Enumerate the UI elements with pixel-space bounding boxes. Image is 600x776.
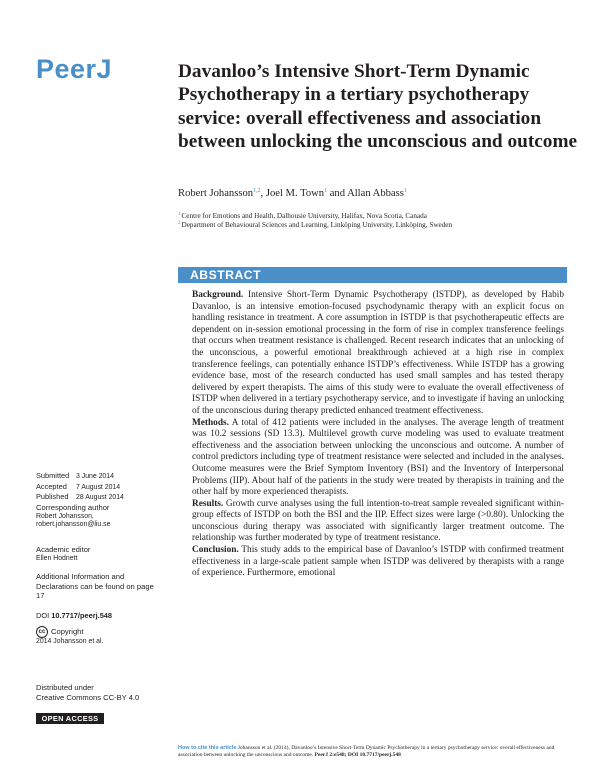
affiliation-2 (178, 219, 452, 230)
copyright-heading: Copyright (51, 627, 84, 636)
additional-info-text[interactable]: Additional Information and Declarations can be found on page 17 (36, 572, 154, 601)
date-label: Submitted (36, 471, 70, 480)
author-name[interactable]: Allan Abbass (347, 188, 404, 199)
license-link[interactable]: Creative Commons CC-BY 4.0 (36, 692, 140, 702)
howto-cite-label: How to cite this article (178, 745, 237, 751)
section-label: Methods. (192, 417, 229, 428)
citation-text: Johansson et al. (2014), Davanloo’s Intensive Short-Term Dynamic Psychotherapy in a tertiary psychotherapy service: overall effectiveness and association between unlocking the unconscious and outcome. (178, 745, 555, 759)
date-published (36, 492, 166, 503)
abstract-conclusion (192, 545, 564, 580)
affiliation-text: Department of Behavioural Sciences and Learning, Linköping University, Linköping, Sweden (181, 221, 453, 229)
license-line: Distributed under (36, 683, 94, 692)
sidebar-dates (36, 471, 166, 503)
affiliation-text: Centre for Emotions and Health, Dalhousie University, Halifax, Nova Scotia, Canada (181, 212, 427, 220)
affiliation-number: 1 (178, 212, 181, 217)
section-text: This study adds to the empirical base of Davanloo’s ISTDP with confirmed treatment effectiveness in a large-scale patient sample when ISTDP was delivered by therapists with a range of experience. Furthermore, emotional (192, 545, 564, 579)
section-label: Results. (192, 498, 224, 509)
section-text: Growth curve analyses using the full intention-to-treat sample revealed significant within-group effects of ISTDP on both the BSI and the IIP. Effect sizes were large (>0.80). Unlocking the unconscious during therapy was associated with significantly larger treatment outcome. The relationship was further moderated by type of treatment resistance. (192, 498, 565, 544)
author-list (178, 188, 407, 199)
date-submitted (36, 471, 166, 482)
copyright-text: 2014 Johansson et al. (36, 638, 104, 645)
section-text: Intensive Short-Term Dynamic Psychotherapy (ISTDP), as developed by Habib Davanloo, is an intensive emotion-focused psychodynamic therapy with an explicit focus on handling resistance in treatment. A core assumption in ISTDP is that psychotherapeutic effects are dependent on in-session emotional processing in the form of rise in complex transference feelings that occurs when treatment resistance is challenged. Recent research indicates that an unlocking of the unconscious, a powerful emotional breakthrough achieved at a high rise in complex transference feelings, can potentially enhance ISTDP’s effectiveness. While ISTDP has a growing evidence base, most of the research conducted has used small samples and has tested therapy delivered by expert therapists. The aims of this study were to evaluate the overall effectiveness of ISTDP when delivered in a tertiary psychotherapy service, and to investigate if having an unlocking of the unconscious during therapy predicted enhanced treatment effectiveness. (192, 290, 564, 416)
corresponding-name: Robert Johansson, (36, 512, 94, 520)
date-label: Accepted (36, 481, 67, 491)
author-affil-ref[interactable]: 1,2 (253, 188, 261, 194)
author-name[interactable]: Joel M. Town (265, 188, 325, 199)
date-value: 28 August 2014 (76, 494, 124, 502)
author-separator: and (327, 188, 348, 199)
abstract-body (192, 290, 564, 580)
doi-label: DOI (36, 611, 50, 620)
affiliation-number: 2 (178, 221, 181, 226)
editor-name: Ellen Hodnett (36, 554, 78, 562)
additional-info[interactable] (36, 572, 164, 601)
date-value: 3 June 2014 (76, 473, 114, 480)
date-accepted (36, 482, 166, 493)
date-value: 7 August 2014 (76, 483, 121, 491)
author-separator: , (260, 188, 266, 199)
citation-footer (178, 745, 578, 760)
abstract-results (192, 499, 564, 545)
section-text: A total of 412 patients were included in the analyses. The average length of treatment was 10.2 sessions (SD 13.3). Multilevel growth curve modeling was used to evaluate treatment effectiveness and the association between unlocking the unconscious and outcome. A number of control predictors including type of treatment resistance were selected and included in the analyses. Outcome measures were the Brief Symptom Inventory (BSI) and the Inventory of Interpersonal Problems (IIP). About half of the patients in the study were treated by therapists in training and the other half by more experienced therapists. (192, 417, 565, 498)
abstract-heading: ABSTRACT (178, 267, 567, 283)
editor-heading: Academic editor (36, 545, 91, 554)
abstract-methods (192, 418, 564, 499)
copyright (36, 626, 166, 647)
corresponding-email[interactable]: robert.johansson@liu.se (36, 521, 111, 529)
corresponding-author (36, 503, 166, 530)
author-affil-ref[interactable]: 1 (403, 188, 407, 194)
cc-icon: cc (36, 626, 48, 638)
section-label: Conclusion. (192, 545, 239, 556)
open-access-badge: OPEN ACCESS (36, 713, 104, 724)
article-title: Davanloo’s Intensive Short-Term Dynamic Psychotherapy in a tertiary psychotherapy service: overall effectiveness and association between unlocking the unconscious and outcome (178, 61, 578, 152)
author-affil-ref[interactable]: 1 (324, 188, 328, 194)
license (36, 683, 166, 702)
journal-reference[interactable]: PeerJ 2:e548; DOI 10.7717/peerj.548 (314, 752, 401, 759)
peerj-logo: PeerJ (36, 54, 113, 84)
author-name[interactable]: Robert Johansson (178, 188, 254, 199)
date-label: Published (36, 492, 69, 502)
abstract-background (192, 290, 564, 418)
section-label: Background. (192, 290, 244, 300)
doi (36, 611, 166, 620)
corresponding-heading: Corresponding author (36, 503, 110, 512)
doi-value[interactable]: 10.7717/peerj.548 (51, 611, 113, 620)
academic-editor (36, 545, 166, 563)
